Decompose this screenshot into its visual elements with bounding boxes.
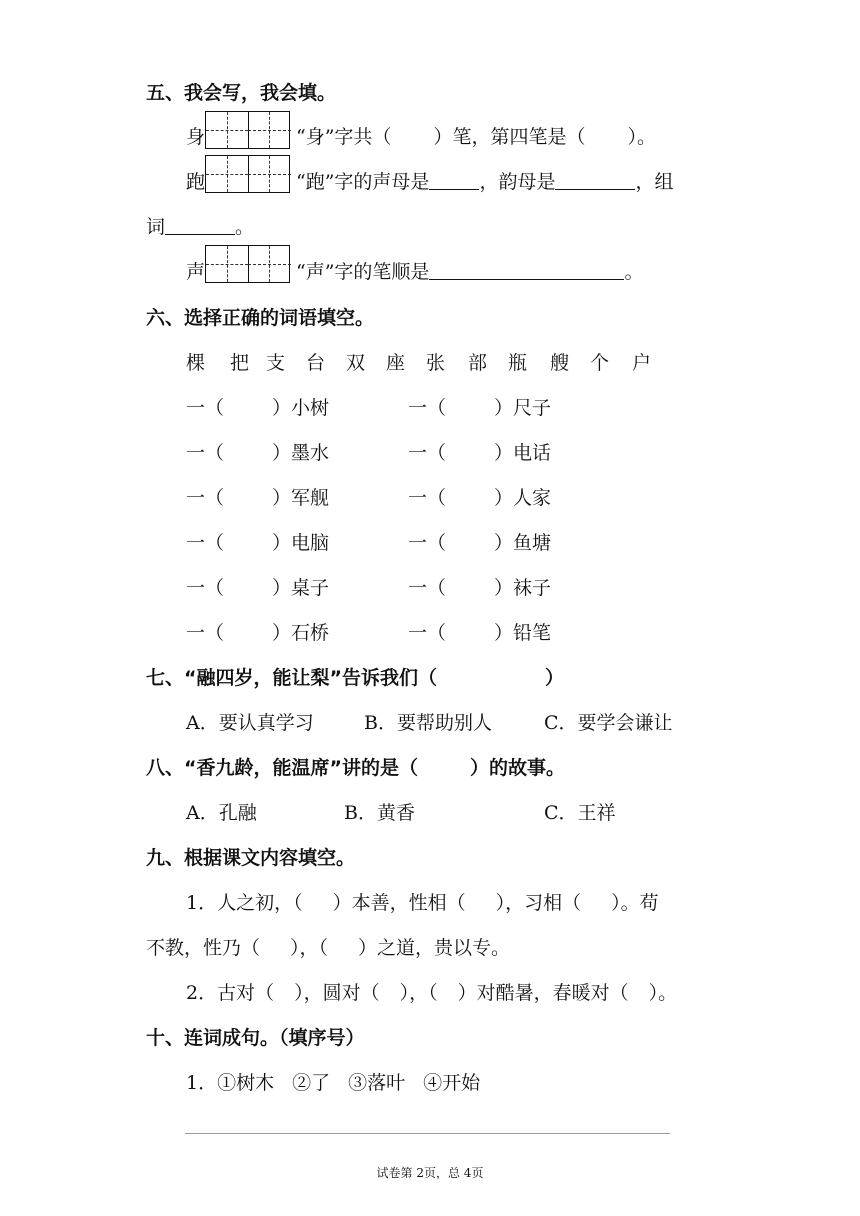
word-bank-item: 户 (632, 352, 652, 374)
word-order-1: 1．①树木 ②了 ③落叶 ④开始 (186, 1072, 481, 1094)
shen-question: “身”字共（ ）笔，第四笔是（ ）。 (296, 126, 656, 148)
section-9-title: 九、根据课文内容填空。 (146, 847, 356, 869)
word-bank-item: 棵 (186, 352, 206, 374)
word-bank-item: 张 (426, 352, 446, 374)
option-c[interactable]: C．要学会谦让 (544, 712, 673, 734)
option-b[interactable]: B．要帮助别人 (364, 712, 492, 734)
fill-item-left[interactable]: 一（ ）墨水 (186, 442, 330, 464)
fill-item-left[interactable]: 一（ ）军舰 (186, 487, 330, 509)
fill-item-left[interactable]: 一（ ）桌子 (186, 577, 330, 599)
option-b[interactable]: B．黄香 (344, 802, 415, 824)
pao-question: “跑”字的声母是 ，韵母是 ，组 (296, 171, 674, 193)
page-footer: 试卷第 2页，总 4页 (376, 1166, 484, 1180)
word-bank-item: 个 (590, 352, 610, 374)
fill-item-right[interactable]: 一（ ）电话 (408, 442, 552, 464)
fill-item-right[interactable]: 一（ ）铅笔 (408, 622, 552, 644)
char-shen: 身 (186, 126, 206, 148)
fill-item-left[interactable]: 一（ ）小树 (186, 397, 330, 419)
char-pao: 跑 (186, 171, 206, 193)
word-bank-item: 把 (230, 352, 250, 374)
blank-shengmu[interactable] (429, 171, 479, 190)
word-bank-item: 台 (306, 352, 326, 374)
pao-zuci: 词 。 (146, 216, 255, 238)
blank-bishun[interactable] (429, 261, 624, 280)
section-5-title: 五、我会写，我会填。 (146, 82, 337, 104)
option-a[interactable]: A．要认真学习 (186, 712, 314, 734)
writing-grid-1[interactable] (205, 111, 290, 149)
option-a[interactable]: A．孔融 (186, 802, 257, 824)
shenglv-line: 2．古对（ ），圆对（ ），（ ）对酷暑，春暖对（ ）。 (186, 982, 678, 1004)
section-6-title: 六、选择正确的词语填空。 (146, 307, 375, 329)
blank-yunmu[interactable] (555, 171, 635, 190)
sheng-question: “声”字的笔顺是 。 (296, 261, 644, 283)
fill-item-right[interactable]: 一（ ）袜子 (408, 577, 552, 599)
blank-zuci[interactable] (165, 216, 235, 235)
fill-item-right[interactable]: 一（ ）人家 (408, 487, 552, 509)
word-bank-item: 座 (386, 352, 406, 374)
section-8-title: 八、“香九龄，能温席”讲的是（ ）的故事。 (146, 757, 565, 779)
option-c[interactable]: C．王祥 (544, 802, 616, 824)
fill-item-left[interactable]: 一（ ）石桥 (186, 622, 330, 644)
footer-divider (185, 1133, 670, 1134)
writing-grid-3[interactable] (205, 245, 290, 283)
fill-item-left[interactable]: 一（ ）电脑 (186, 532, 330, 554)
char-sheng: 声 (186, 261, 206, 283)
word-bank-item: 艘 (550, 352, 570, 374)
section-7-title: 七、“融四岁，能让梨”告诉我们（ ） (146, 667, 564, 689)
fill-item-right[interactable]: 一（ ）尺子 (408, 397, 552, 419)
word-bank-item: 支 (266, 352, 286, 374)
sanzijing-line-2: 不教，性乃（ ），（ ）之道，贵以专。 (146, 937, 511, 959)
word-bank-item: 瓶 (508, 352, 528, 374)
sanzijing-line-1: 1．人之初，（ ）本善，性相（ ），习相（ ）。苟 (186, 892, 659, 914)
word-bank-item: 双 (346, 352, 366, 374)
writing-grid-2[interactable] (205, 155, 290, 193)
section-10-title: 十、连词成句。（填序号） (146, 1027, 365, 1049)
word-bank-item: 部 (468, 352, 488, 374)
fill-item-right[interactable]: 一（ ）鱼塘 (408, 532, 552, 554)
